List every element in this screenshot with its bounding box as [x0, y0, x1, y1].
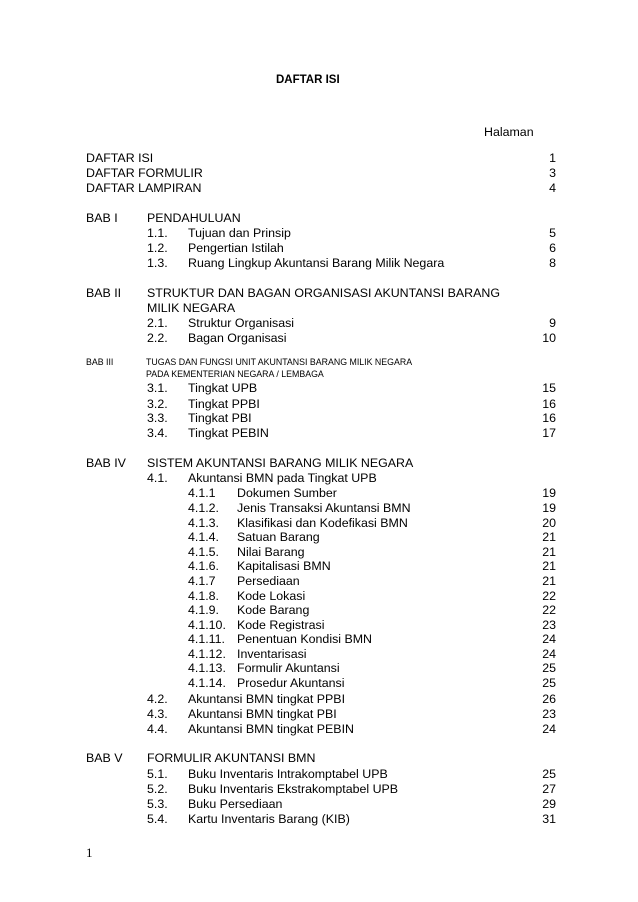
toc-front-label: DAFTAR FORMULIR	[86, 166, 203, 180]
chapter-title: TUGAS DAN FUNGSI UNIT AKUNTANSI BARANG MILIK NEGARA	[146, 357, 413, 367]
section-label: Bagan Organisasi	[188, 331, 287, 345]
subsection-page: 25	[542, 676, 556, 690]
section-page: 31	[542, 812, 556, 826]
section-number: 3.1.	[147, 381, 168, 395]
subsection-page: 21	[542, 559, 556, 573]
subsection-page: 19	[542, 486, 556, 500]
section-number: 5.2.	[147, 782, 168, 796]
section-label: Struktur Organisasi	[188, 316, 295, 330]
section-number: 4.1.	[147, 471, 168, 485]
footer-page-number: 1	[86, 845, 93, 860]
section-page: 24	[542, 722, 556, 736]
section-label: Pengertian Istilah	[188, 241, 284, 255]
subsection-label: Persediaan	[237, 574, 300, 588]
section-label: Akuntansi BMN tingkat PEBIN	[188, 722, 354, 736]
section-label: Tingkat PPBI	[188, 397, 260, 411]
subsection-page: 21	[542, 530, 556, 544]
section-page: 8	[549, 256, 556, 270]
section-label: Tingkat PEBIN	[188, 426, 269, 440]
subsection-label: Nilai Barang	[237, 545, 305, 559]
section-page: 15	[542, 381, 556, 395]
subsection-page: 23	[542, 618, 556, 632]
chapter-label: BAB II	[86, 286, 122, 300]
section-number: 4.3.	[147, 707, 168, 721]
subsection-page: 24	[542, 632, 556, 646]
subsection-page: 21	[542, 545, 556, 559]
subsection-label: Kapitalisasi BMN	[237, 559, 331, 573]
subsection-label: Kode Lokasi	[237, 589, 306, 603]
toc-front-page: 1	[549, 151, 556, 165]
subsection-page: 22	[542, 589, 556, 603]
section-number: 1.1.	[147, 226, 168, 240]
section-number: 1.3.	[147, 256, 168, 270]
subsection-label: Satuan Barang	[237, 530, 320, 544]
subsection-number: 4.1.3.	[188, 516, 220, 530]
section-page: 29	[542, 797, 556, 811]
section-label: Tujuan dan Prinsip	[188, 226, 291, 240]
subsection-number: 4.1.9.	[188, 603, 220, 617]
section-label: Akuntansi BMN tingkat PPBI	[188, 692, 346, 706]
section-page: 5	[549, 226, 556, 240]
subsection-number: 4.1.8.	[188, 589, 220, 603]
subsection-number: 4.1.5.	[188, 545, 220, 559]
section-number: 5.1.	[147, 767, 168, 781]
toc-front-label: DAFTAR ISI	[86, 151, 154, 165]
chapter-label: BAB I	[86, 211, 118, 225]
section-number: 3.4.	[147, 426, 168, 440]
section-page: 26	[542, 692, 556, 706]
subsection-number: 4.1.6.	[188, 559, 220, 573]
chapter-label: BAB IV	[86, 456, 126, 470]
subsection-label: Kode Registrasi	[237, 618, 325, 632]
section-page: 23	[542, 707, 556, 721]
section-page: 25	[542, 767, 556, 781]
subsection-number: 4.1.11.	[188, 632, 225, 646]
section-number: 3.3.	[147, 411, 168, 425]
chapter-title: STRUKTUR DAN BAGAN ORGANISASI AKUNTANSI BARANG	[147, 286, 500, 300]
section-number: 1.2.	[147, 241, 168, 255]
chapter-title: SISTEM AKUNTANSI BARANG MILIK NEGARA	[147, 456, 414, 470]
subsection-label: Dokumen Sumber	[237, 486, 337, 500]
subsection-label: Inventarisasi	[237, 647, 307, 661]
subsection-number: 4.1.1	[188, 486, 216, 500]
section-number: 4.4.	[147, 722, 168, 736]
subsection-number: 4.1.13.	[188, 661, 226, 675]
chapter-label: BAB V	[86, 751, 123, 765]
section-number: 2.1.	[147, 316, 168, 330]
section-number: 5.3.	[147, 797, 168, 811]
section-page: 16	[542, 397, 556, 411]
subsection-number: 4.1.12.	[188, 647, 226, 661]
subsection-number: 4.1.7	[188, 574, 216, 588]
section-number: 2.2.	[147, 331, 168, 345]
section-label: Buku Inventaris Intrakomptabel UPB	[188, 767, 388, 781]
chapter-label: BAB III	[86, 357, 114, 367]
subsection-label: Klasifikasi dan Kodefikasi BMN	[237, 516, 408, 530]
page-title: DAFTAR ISI	[276, 74, 340, 86]
section-number: 5.4.	[147, 812, 168, 826]
section-page: 9	[549, 316, 556, 330]
section-label: Ruang Lingkup Akuntansi Barang Milik Negara	[188, 256, 445, 270]
subsection-number: 4.1.4.	[188, 530, 220, 544]
subsection-page: 22	[542, 603, 556, 617]
section-label: Tingkat UPB	[188, 381, 258, 395]
subsection-number: 4.1.10.	[188, 618, 226, 632]
section-label: Buku Persediaan	[188, 797, 283, 811]
toc-front-page: 3	[549, 166, 556, 180]
subsection-label: Jenis Transaksi Akuntansi BMN	[237, 501, 411, 515]
subsection-page: 20	[542, 516, 556, 530]
chapter-title-continued: PADA KEMENTERIAN NEGARA / LEMBAGA	[146, 369, 324, 379]
section-number: 3.2.	[147, 397, 168, 411]
section-number: 4.2.	[147, 692, 168, 706]
section-page: 17	[542, 426, 556, 440]
subsection-page: 24	[542, 647, 556, 661]
subsection-label: Penentuan Kondisi BMN	[237, 632, 373, 646]
section-page: 27	[542, 782, 556, 796]
section-page: 10	[542, 331, 556, 345]
section-label: Tingkat PBI	[188, 411, 252, 425]
section-page: 16	[542, 411, 556, 425]
chapter-title: FORMULIR AKUNTANSI BMN	[147, 751, 316, 765]
section-page: 6	[549, 241, 556, 255]
subsection-number: 4.1.2.	[188, 501, 220, 515]
section-label: Akuntansi BMN pada Tingkat UPB	[188, 471, 377, 485]
subsection-label: Formulir Akuntansi	[237, 661, 340, 675]
subsection-label: Prosedur Akuntansi	[237, 676, 345, 690]
subsection-page: 25	[542, 661, 556, 675]
subsection-label: Kode Barang	[237, 603, 310, 617]
chapter-title: PENDAHULUAN	[147, 211, 241, 225]
subsection-number: 4.1.14.	[188, 676, 226, 690]
section-label: Kartu Inventaris Barang (KIB)	[188, 812, 350, 826]
toc-front-label: DAFTAR LAMPIRAN	[86, 181, 202, 195]
chapter-title-continued: MILIK NEGARA	[147, 301, 236, 315]
section-label: Akuntansi BMN tingkat PBI	[188, 707, 337, 721]
page-column-header: Halaman	[484, 125, 534, 139]
toc-front-page: 4	[549, 181, 556, 195]
subsection-page: 21	[542, 574, 556, 588]
section-label: Buku Inventaris Ekstrakomptabel UPB	[188, 782, 399, 796]
subsection-page: 19	[542, 501, 556, 515]
